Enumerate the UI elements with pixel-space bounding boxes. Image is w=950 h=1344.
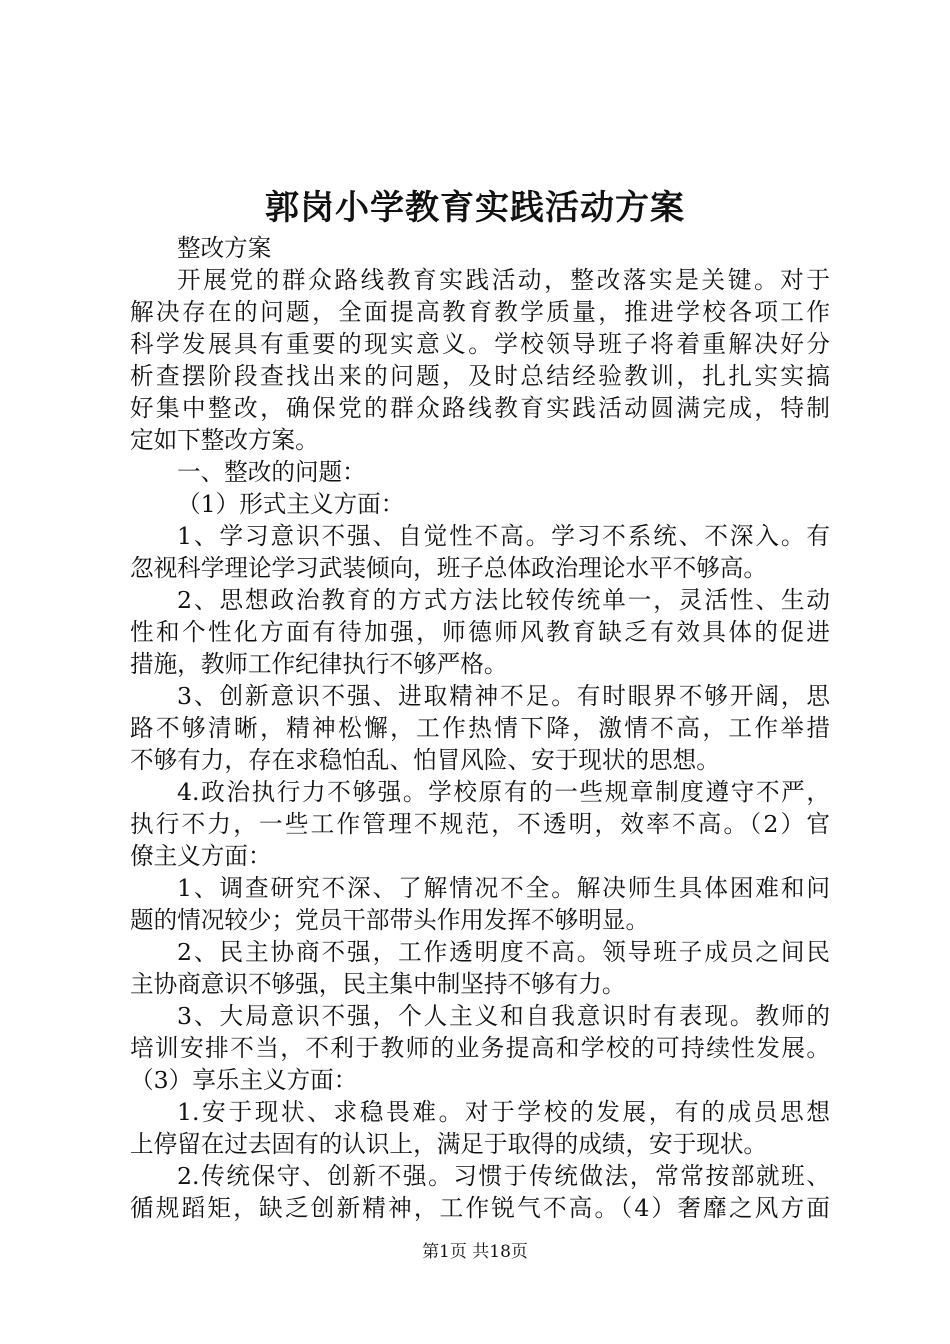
text-line: 1、学习意识不强、自觉性不高。学习不系统、不深入。有 [177, 522, 830, 550]
text-line: 4.政治执行力不够强。学校原有的一些规章制度遵守不严， [177, 778, 830, 806]
text-line: 析查摆阶段查找出来的问题，及时总结经验教训，扎扎实实搞 [130, 362, 830, 390]
text-line: 2.传统保守、创新不强。习惯于传统做法，常常按部就班、 [177, 1162, 830, 1190]
text-line: 1、调查研究不深、了解情况不全。解决师生具体困难和问 [177, 874, 830, 902]
page-title: 郭岗小学教育实践活动方案 [265, 188, 685, 228]
text-line: 路不够清晰，精神松懈，工作热情下降，激情不高，工作举措 [130, 714, 830, 742]
text-line: 性和个性化方面有待加强，师德师风教育缺乏有效具体的促进 [130, 618, 830, 646]
text-line: 忽视科学理论学习武装倾向，班子总体政治理论水平不够高。 [130, 554, 768, 582]
text-line: 培训安排不当，不利于教师的业务提高和学校的可持续性发展。 [130, 1034, 830, 1062]
document-body [130, 232, 830, 1224]
text-line: 题的情况较少；党员干部带头作用发挥不够明显。 [130, 906, 650, 934]
text-line: 不够有力，存在求稳怕乱、怕冒风险、安于现状的思想。 [130, 746, 720, 774]
text-line: （1）形式主义方面： [177, 490, 405, 518]
text-line: 科学发展具有重要的现实意义。学校领导班子将着重解决好分 [130, 330, 830, 358]
page-footer: 第1页 共18页 [422, 1242, 528, 1262]
text-line: 解决存在的问题，全面提高教育教学质量，推进学校各项工作 [130, 298, 830, 326]
text-line: 一、整改的问题： [177, 458, 366, 486]
text-line: 开展党的群众路线教育实践活动，整改落实是关键。对于 [177, 266, 830, 294]
text-line: 执行不力，一些工作管理不规范，不透明，效率不高。（2）官 [130, 810, 830, 838]
text-line: 2、思想政治教育的方式方法比较传统单一，灵活性、生动 [177, 586, 830, 614]
text-line: 1.安于现状、求稳畏难。对于学校的发展，有的成员思想 [177, 1098, 830, 1126]
text-line: 上停留在过去固有的认识上，满足于取得的成绩，安于现状。 [130, 1130, 768, 1158]
text-line: 整改方案 [177, 234, 272, 262]
text-line: 措施，教师工作纪律执行不够严格。 [130, 650, 508, 678]
text-line: （3）享乐主义方面： [130, 1066, 358, 1094]
text-line: 好集中整改，确保党的群众路线教育实践活动圆满完成，特制 [130, 394, 830, 422]
text-line: 3、大局意识不强，个人主义和自我意识时有表现。教师的 [177, 1002, 830, 1030]
text-line: 定如下整改方案。 [130, 426, 319, 454]
text-line: 僚主义方面： [130, 842, 272, 870]
text-line: 2、民主协商不强，工作透明度不高。领导班子成员之间民 [177, 938, 830, 966]
text-line: 循规蹈矩，缺乏创新精神，工作锐气不高。（4）奢靡之风方面 [130, 1194, 830, 1222]
text-line: 主协商意识不够强，民主集中制坚持不够有力。 [130, 970, 626, 998]
text-line: 3、创新意识不强、进取精神不足。有时眼界不够开阔，思 [177, 682, 830, 710]
